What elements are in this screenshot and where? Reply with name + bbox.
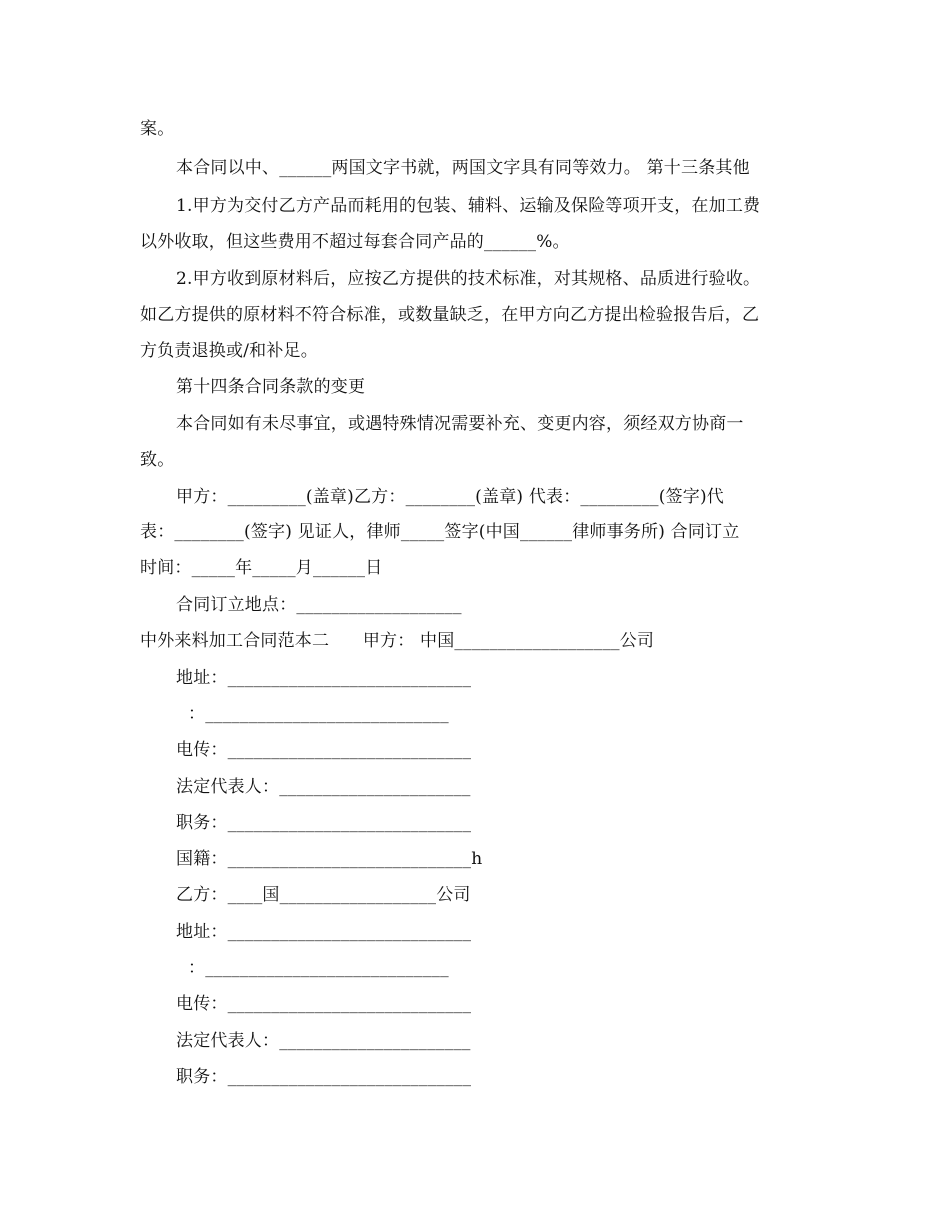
form-field-line: ：____________________________ [188, 958, 449, 978]
text-line: 方负责退换或/和补足。 [140, 341, 318, 361]
text-line: 案。 [140, 119, 175, 139]
form-field-line: 法定代表人：______________________ [176, 1031, 471, 1051]
form-field-line: ：____________________________ [188, 704, 449, 724]
text-line: 如乙方提供的原材料不符合标准，或数量缺乏，在甲方向乙方提出检验报告后，乙 [140, 305, 760, 325]
form-field-line: 国籍：____________________________h [176, 849, 483, 869]
form-field-line: 职务：____________________________ [176, 813, 472, 833]
text-line: 1.甲方为交付乙方产品而耗用的包装、辅料、运输及保险等项开支，在加工费 [176, 196, 761, 216]
form-field-line: 职务：____________________________ [176, 1067, 472, 1087]
text-line: 本合同如有未尽事宜，或遇特殊情况需要补充、变更内容，须经双方协商一 [176, 414, 744, 434]
signature-line: 甲方：_________(盖章)乙方：________(盖章) 代表：_________(签字)代 [176, 487, 724, 507]
template-title-line: 中外来料加工合同范本二 甲方： 中国___________________公司 [140, 631, 655, 651]
form-field-line: 地址：____________________________ [176, 922, 472, 942]
place-line: 合同订立地点：___________________ [176, 595, 462, 615]
section-heading: 第十四条合同条款的变更 [176, 377, 366, 397]
form-field-line: 乙方：____国__________________公司 [176, 885, 471, 905]
form-field-line: 地址：____________________________ [176, 668, 472, 688]
text-line: 2.甲方收到原材料后，应按乙方提供的技术标准，对其规格、品质进行验收。 [176, 269, 761, 289]
text-line: 本合同以中、______两国文字书就，两国文字具有同等效力。 第十三条其他 [176, 158, 750, 178]
text-line: 以外收取，但这些费用不超过每套合同产品的______%。 [140, 232, 570, 252]
form-field-line: 法定代表人：______________________ [176, 777, 471, 797]
form-field-line: 电传：____________________________ [176, 994, 472, 1014]
text-line: 致。 [140, 450, 175, 470]
signature-line: 表：________(签字) 见证人，律师_____签字(中国______律师事务所) 合同订立 [140, 522, 740, 542]
date-line: 时间：_____年_____月______日 [140, 558, 383, 578]
form-field-line: 电传：____________________________ [176, 740, 472, 760]
